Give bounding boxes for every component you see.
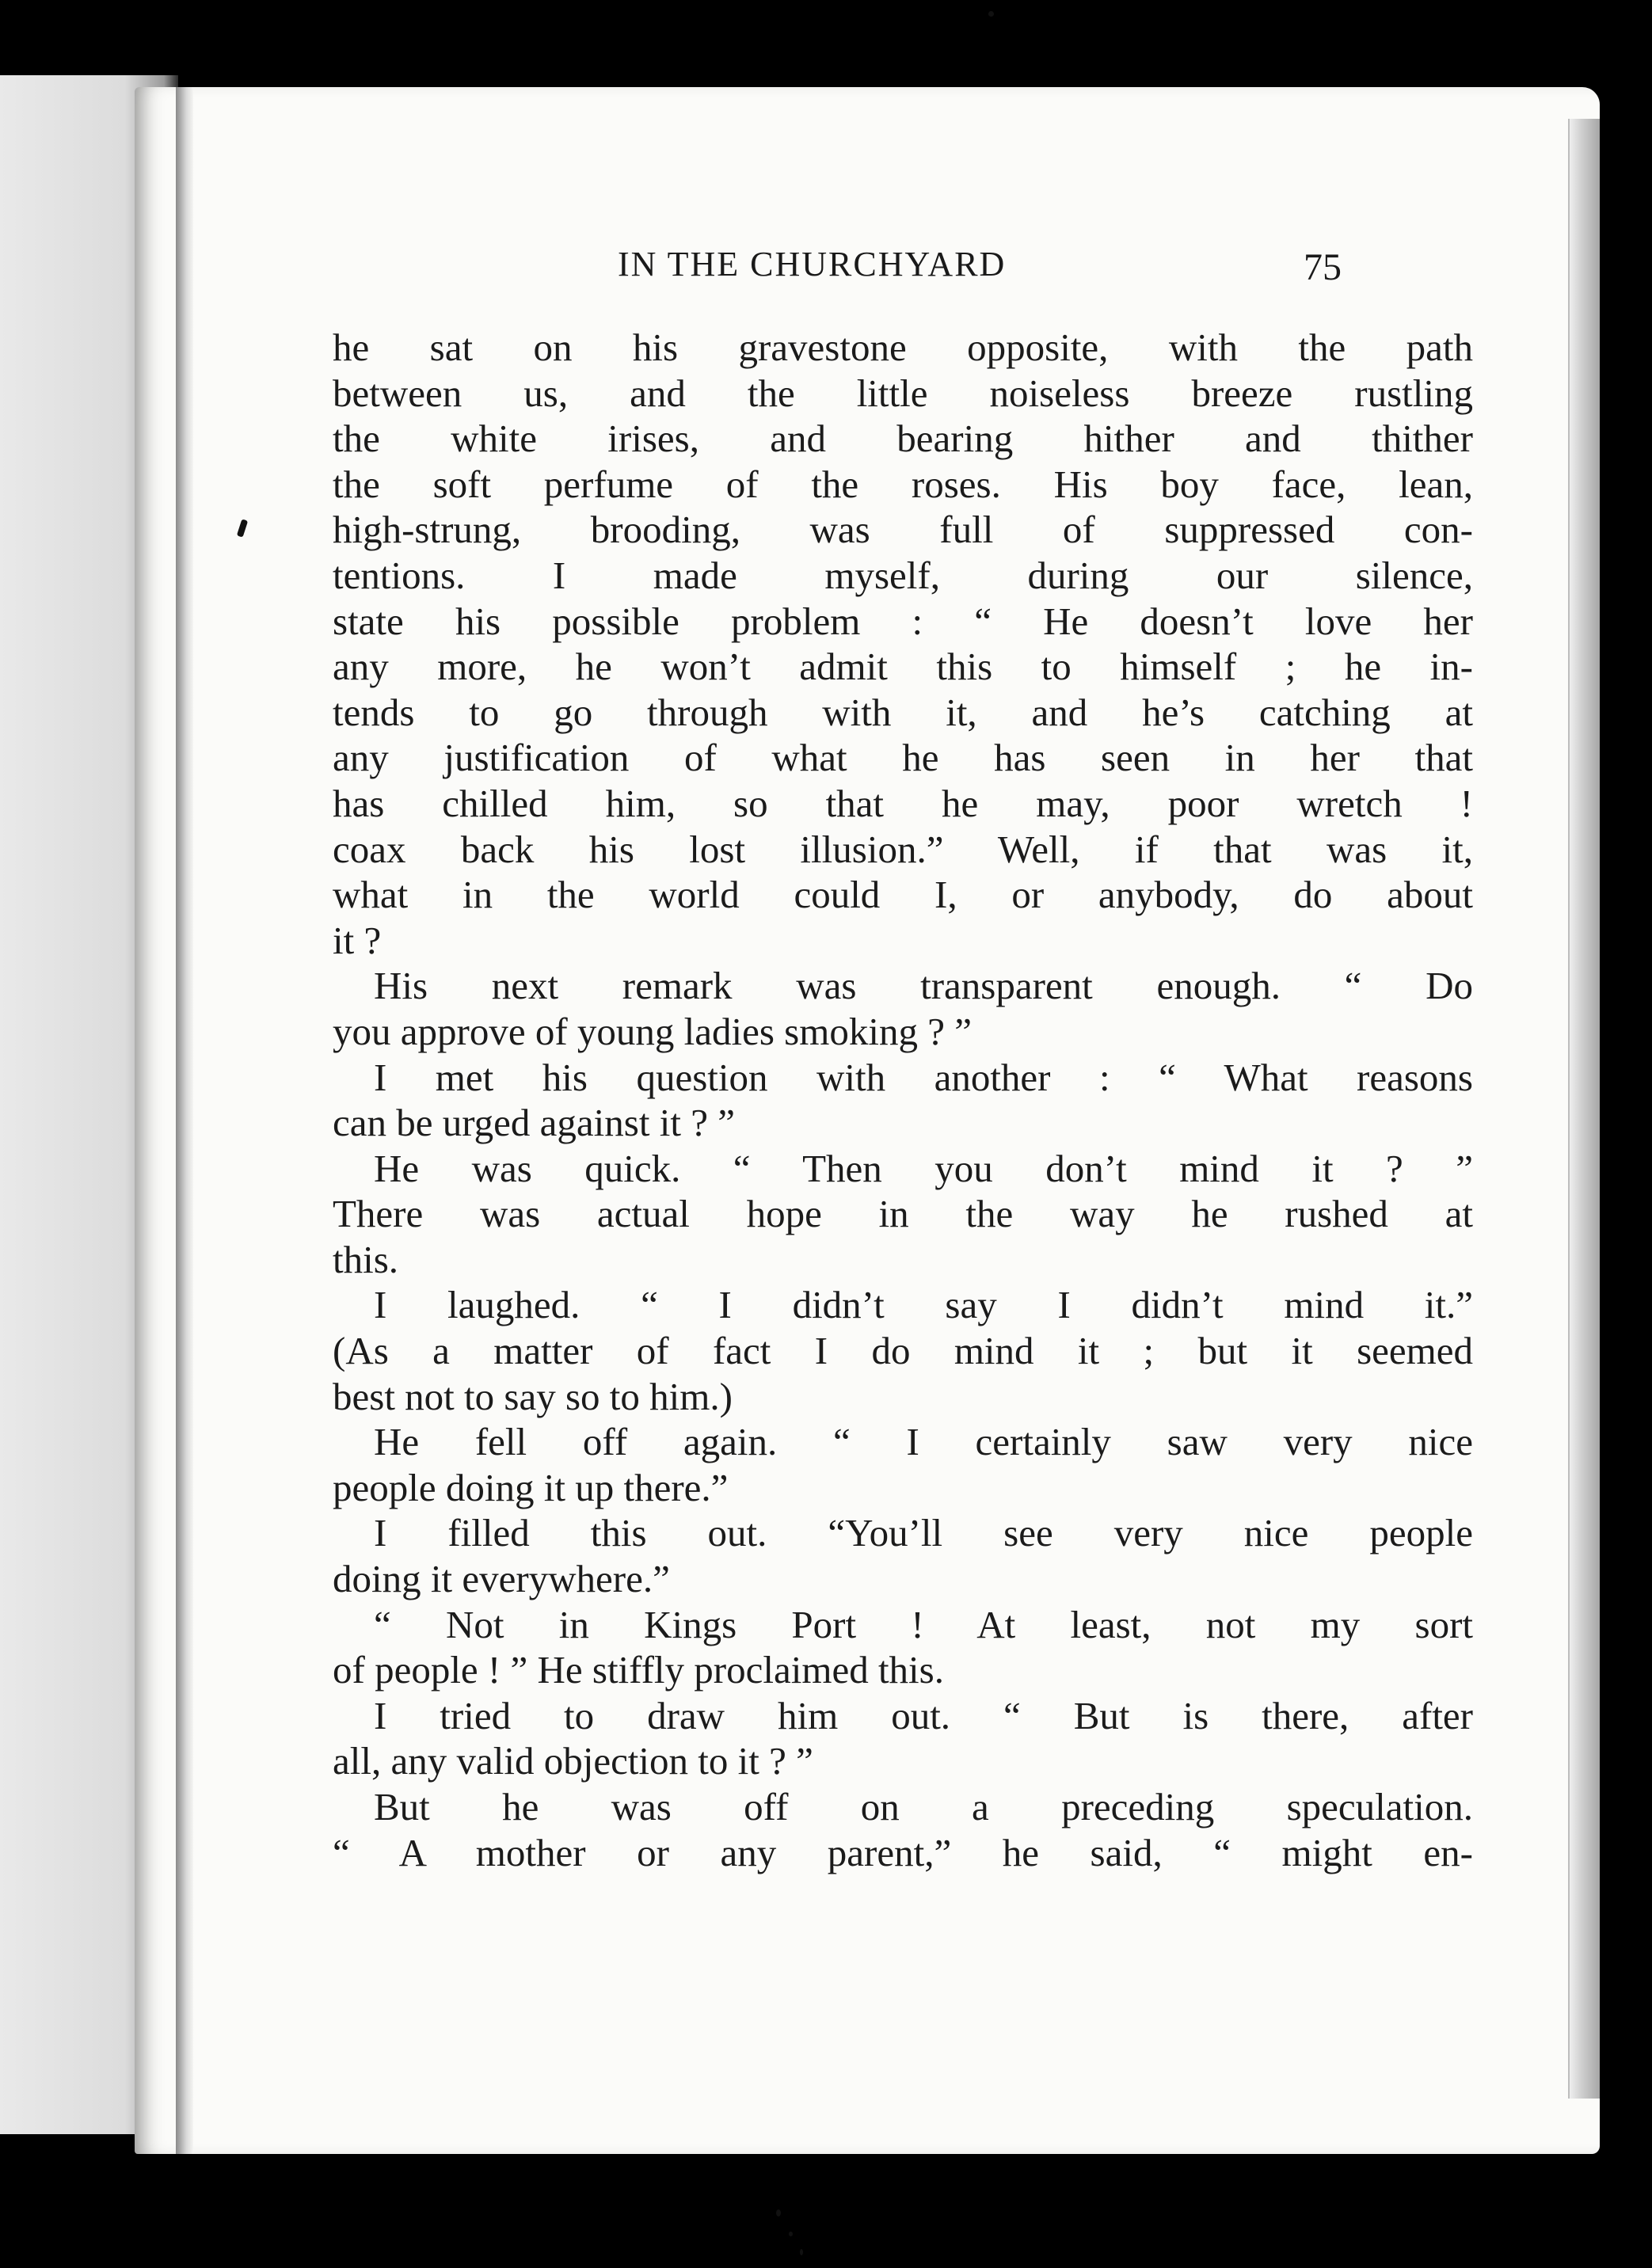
text-line: it ? bbox=[333, 918, 382, 962]
text-line: state his possible problem : “ He doesn’t love her bbox=[333, 599, 1473, 643]
text-line: doing it everywhere.” bbox=[333, 1557, 670, 1601]
dust-speck bbox=[988, 11, 994, 17]
text-line: what in the world could I, or anybody, do about bbox=[333, 873, 1473, 917]
text-line: “ Not in Kings Port ! At least, not my sort bbox=[374, 1602, 1473, 1646]
text-line: between us, and the little noiseless breeze rustling bbox=[333, 371, 1473, 415]
page-number: 75 bbox=[1304, 246, 1342, 288]
text-line: he sat on his gravestone opposite, with the path bbox=[333, 325, 1473, 369]
text-line: He fell off again. “ I certainly saw very nice bbox=[374, 1420, 1473, 1464]
text-line: I tried to draw him out. “ But is there, after bbox=[374, 1693, 1473, 1737]
text-line: the soft perfume of the roses. His boy face, lean, bbox=[333, 462, 1473, 506]
text-line: tentions. I made myself, during our silence, bbox=[333, 553, 1473, 597]
text-line: (As a matter of fact I do mind it ; but it seemed bbox=[333, 1329, 1473, 1373]
text-line: I laughed. “ I didn’t say I didn’t mind it.” bbox=[374, 1283, 1473, 1327]
text-line: But he was off on a preceding speculation. bbox=[374, 1785, 1473, 1828]
text-line: people doing it up there.” bbox=[333, 1465, 729, 1509]
text-line: this. bbox=[333, 1237, 399, 1281]
page-gutter bbox=[176, 87, 193, 2154]
margin-mark bbox=[237, 519, 248, 537]
text-line: any more, he won’t admit this to himself ; he in- bbox=[333, 645, 1473, 689]
text-line: “ A mother or any parent,” he said, “ might en- bbox=[333, 1830, 1473, 1874]
running-head: IN THE CHURCHYARD bbox=[618, 245, 1007, 284]
text-line: of people ! ” He stiffly proclaimed this. bbox=[333, 1648, 944, 1692]
page-header bbox=[135, 244, 1600, 299]
text-line: I met his question with another : “ What reasons bbox=[374, 1055, 1473, 1099]
text-line: He was quick. “ Then you don’t mind it ? ” bbox=[374, 1146, 1473, 1190]
body-text bbox=[333, 325, 1473, 1875]
text-line: has chilled him, so that he may, poor wretch ! bbox=[333, 781, 1473, 825]
text-line: best not to say so to him.) bbox=[333, 1374, 733, 1418]
dust-speck bbox=[789, 2232, 793, 2236]
text-line: There was actual hope in the way he rushed at bbox=[333, 1192, 1473, 1236]
text-line: tends to go through with it, and he’s catching at bbox=[333, 690, 1473, 734]
dust-speck bbox=[800, 2249, 803, 2255]
page-fore-edge bbox=[1568, 119, 1600, 2099]
text-line: the white irises, and bearing hither and thither bbox=[333, 417, 1473, 461]
dust-speck bbox=[776, 2209, 781, 2217]
text-line: can be urged against it ? ” bbox=[333, 1101, 735, 1145]
text-line: high-strung, brooding, was full of suppressed con- bbox=[333, 508, 1473, 552]
book-page bbox=[135, 87, 1600, 2154]
text-line: any justification of what he has seen in her that bbox=[333, 736, 1473, 780]
text-line: coax back his lost illusion.” Well, if that was it, bbox=[333, 827, 1473, 871]
text-line: I filled this out. “You’ll see very nice people bbox=[374, 1511, 1473, 1555]
text-line: all, any valid objection to it ? ” bbox=[333, 1739, 813, 1783]
text-line: His next remark was transparent enough. “ Do bbox=[374, 964, 1473, 1008]
text-line: you approve of young ladies smoking ? ” bbox=[333, 1009, 972, 1053]
